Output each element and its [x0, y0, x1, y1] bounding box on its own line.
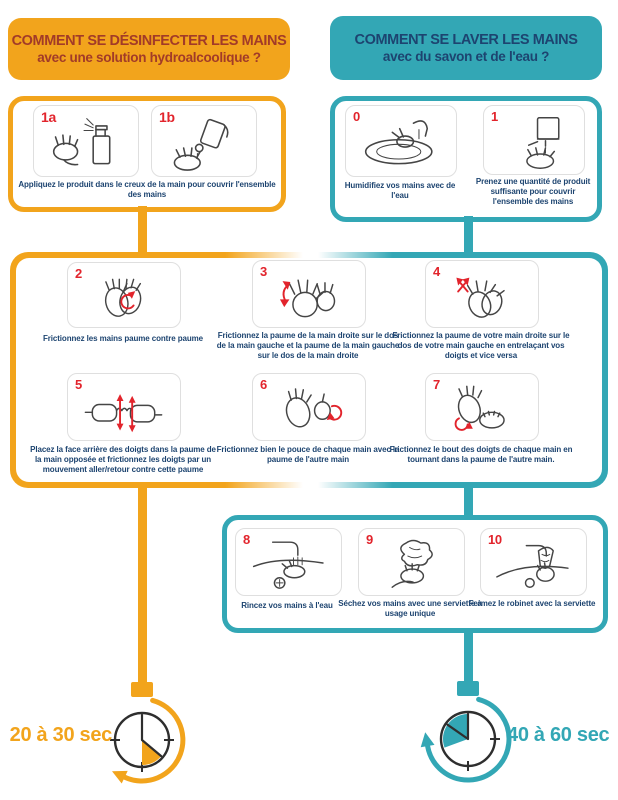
connector-sanitize-down [138, 206, 147, 252]
step-9-card [358, 528, 465, 596]
palms-rubbing-icon [72, 271, 175, 325]
step-1b-card [151, 105, 257, 177]
step-1a-card [33, 105, 139, 177]
caption-step-6: Frictionnez bien le pouce de chaque main avec la paume de l'autre main [216, 445, 400, 464]
spray-bottle-hand-icon [38, 114, 134, 173]
palm-on-back-of-hand-icon [257, 269, 360, 324]
towel-dry-hands-icon [363, 537, 460, 592]
step-number: 6 [260, 377, 267, 392]
step-number: 1b [159, 109, 175, 125]
header-sanitize-subtitle: avec une solution hydroalcoolique ? [37, 49, 261, 65]
step-6-card [252, 373, 366, 441]
header-wash [330, 16, 602, 80]
step-number: 2 [75, 266, 82, 281]
step-4-card [425, 260, 539, 328]
step-number: 10 [488, 532, 502, 547]
towel-on-faucet-icon [485, 537, 582, 592]
header-wash-subtitle: avec du savon et de l'eau ? [382, 48, 550, 64]
step-number: 9 [366, 532, 373, 547]
step-number: 1a [41, 109, 56, 125]
connector-sanitize-to-timer [138, 486, 147, 688]
step-number: 4 [433, 264, 440, 279]
step-2-card [67, 262, 181, 328]
caption-step-9: Séchez vos mains avec une serviette à usage unique [338, 599, 482, 618]
caption-step-7: Frictionnez le bout des doigts de chaque main en tournant dans la paume de l'autre main. [389, 445, 573, 464]
step-3-card [252, 260, 366, 328]
timer-label-wash: 40 à 60 sec [507, 724, 610, 746]
back-of-fingers-icon [72, 382, 175, 437]
connector-wash-to-timer [464, 631, 473, 687]
caption-step-5: Placez la face arrière des doigts dans la paume de la main opposée et frictionnez les doigts par un mouvement aller/retour contre cette paume [30, 445, 216, 474]
interlaced-fingers-icon [430, 269, 533, 324]
header-wash-title: COMMENT SE LAVER LES MAINS [354, 31, 578, 48]
caption-step-4: Frictionnez la paume de votre main droite sur le dos de votre main gauche en entrelaçant vos doigts et vice versa [392, 331, 570, 360]
caption-step-1: Prenez une quantité de produit suffisante pour couvrir l'ensemble des mains [475, 177, 591, 206]
connector-wash-to-rinse [464, 486, 473, 517]
step-number: 8 [243, 532, 250, 547]
caption-step-10: Fermez le robinet avec la serviette [468, 599, 596, 608]
step-number: 0 [353, 109, 360, 124]
step-7-card [425, 373, 539, 441]
step-number: 7 [433, 377, 440, 392]
caption-sanitize: Appliquez le produit dans le creux de la main pour couvrir l'ensemble des mains [18, 180, 276, 199]
step-8-card [235, 528, 342, 596]
pour-bottle-hand-icon [156, 114, 252, 173]
step-number: 3 [260, 264, 267, 279]
rinse-hands-faucet-icon [240, 537, 337, 592]
step-1-card [483, 105, 585, 175]
sink-wet-hands-icon [350, 114, 451, 173]
caption-step-0: Humidifiez vos mains avec de l'eau [344, 181, 456, 200]
caption-step-8: Rincez vos mains à l'eau [241, 601, 333, 610]
step-number: 5 [75, 377, 82, 392]
header-sanitize [8, 18, 290, 80]
fingertips-in-palm-icon [430, 382, 533, 437]
step-10-card [480, 528, 587, 596]
connector-wash-down [464, 216, 473, 252]
step-number: 1 [491, 109, 498, 124]
soap-dispenser-icon [488, 114, 580, 171]
timer-label-sanitize: 20 à 30 sec [9, 724, 112, 746]
step-0-card [345, 105, 457, 177]
caption-step-2: Frictionnez les mains paume contre paume [42, 334, 204, 343]
caption-step-3: Frictionnez la paume de la main droite sur le dos de la main gauche et la paume de la main gauche sur le dos de la main droite [216, 331, 400, 360]
step-5-card [67, 373, 181, 441]
thumb-rubbing-icon [257, 382, 360, 437]
header-sanitize-title: COMMENT SE DÉSINFECTER LES MAINS [11, 32, 287, 49]
